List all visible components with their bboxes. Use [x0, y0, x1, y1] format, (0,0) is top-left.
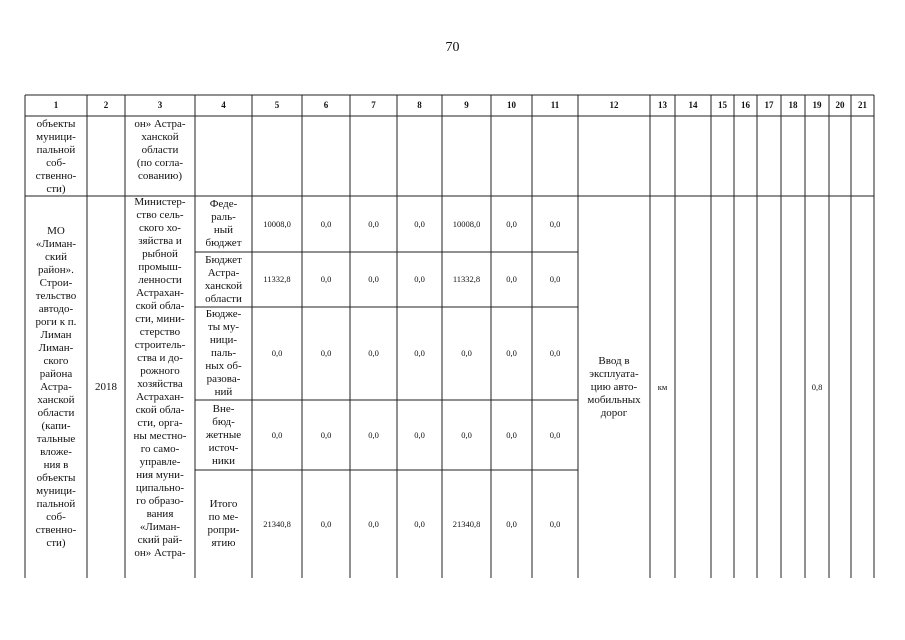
row1-object: объекты муници- пальной соб- ственно- сти) [35, 118, 77, 195]
source-4-v9: 21340,8 [452, 518, 481, 529]
header-col-8: 8 [417, 100, 422, 110]
row2-unit: км [657, 381, 668, 392]
header-col-4: 4 [221, 100, 226, 110]
header-col-7: 7 [371, 100, 376, 110]
source-0-v10: 0,0 [506, 218, 517, 229]
source-3-v11: 0,0 [549, 429, 561, 440]
source-0-v9: 10008,0 [452, 218, 481, 229]
source-0-v8: 0,0 [414, 218, 425, 229]
source-3-v7: 0,0 [368, 429, 379, 440]
source-name-2: Бюдже- ты му- ници- паль- ных об- разова- ний [205, 308, 242, 398]
source-2-v6: 0,0 [320, 348, 332, 358]
source-name-4: Итого по ме- ропри- ятию [207, 498, 240, 549]
row2-year: 2018 [95, 380, 117, 393]
source-1-v6: 0,0 [320, 274, 332, 284]
header-col-19: 19 [812, 100, 822, 110]
header-col-10: 10 [507, 100, 516, 110]
source-1-v8: 0,0 [414, 274, 425, 284]
source-0-v6: 0,0 [320, 218, 332, 229]
header-col-20: 20 [835, 100, 845, 110]
source-1-v9: 11332,8 [452, 274, 481, 284]
source-4-v7: 0,0 [368, 518, 379, 529]
source-1-v7: 0,0 [368, 274, 379, 284]
source-2-v7: 0,0 [368, 348, 379, 358]
row2-value-col19: 0,8 [811, 381, 823, 392]
row2-indicator: Ввод в эксплуата- цию авто- мобильных дорог [587, 354, 641, 419]
header-col-9: 9 [464, 100, 469, 110]
header-col-13: 13 [658, 100, 667, 110]
header-col-6: 6 [323, 100, 329, 110]
source-3-v8: 0,0 [414, 429, 425, 440]
header-col-3: 3 [157, 100, 163, 110]
header-col-18: 18 [788, 100, 798, 110]
row2-object: МО «Лиман- ский район». Строи- тельство автодо- роги к п. Лиман Лиман- ского района Астра- ханской области (капи- тальные вложе- ния в объекты муници- пальной соб- ственно- сти) [35, 224, 77, 549]
source-3-v10: 0,0 [506, 429, 517, 440]
header-col-12: 12 [609, 100, 619, 110]
source-2-v5: 0,0 [271, 348, 283, 358]
source-name-0: Феде- раль- ный бюджет [205, 198, 242, 249]
source-2-v10: 0,0 [506, 348, 517, 358]
source-name-1: Бюджет Астра- ханской области [204, 253, 243, 305]
header-col-5: 5 [274, 100, 280, 110]
source-0-v7: 0,0 [368, 218, 379, 229]
header-col-14: 14 [688, 100, 698, 110]
source-2-v11: 0,0 [549, 348, 561, 358]
source-4-v5: 21340,8 [263, 518, 291, 529]
source-4-v8: 0,0 [414, 518, 425, 529]
source-3-v5: 0,0 [271, 429, 283, 440]
source-4-v6: 0,0 [320, 518, 332, 529]
header-col-17: 17 [764, 100, 774, 110]
header-col-2: 2 [103, 100, 109, 110]
source-3-v9: 0,0 [461, 429, 472, 440]
source-2-v9: 0,0 [461, 348, 472, 358]
source-name-3: Вне- бюд- жетные источ- ники [205, 402, 242, 467]
header-col-21: 21 [858, 100, 867, 110]
header-col-1: 1 [53, 100, 59, 110]
row2-executor: Министер- ство сель- ского хо- зяйства и рыбной промыш- ленности Астрахан- ской обла- сти, мини- стерство строитель- ства и до- рожного хозяйства Астрахан- ской обла- сти, орга- ны местно- го само- управле- ния муни- ципально- го образо- вания «Лиман- ский рай- он» Астра- [133, 196, 187, 559]
source-2-v8: 0,0 [414, 348, 425, 358]
source-1-v10: 0,0 [506, 274, 517, 284]
source-1-v11: 0,0 [549, 274, 561, 284]
source-1-v5: 11332,8 [263, 274, 291, 284]
source-4-v11: 0,0 [549, 518, 561, 529]
header-col-11: 11 [550, 100, 560, 110]
source-3-v6: 0,0 [320, 429, 332, 440]
source-0-v11: 0,0 [549, 218, 561, 229]
header-col-15: 15 [718, 100, 727, 110]
header-col-16: 16 [741, 100, 750, 110]
row1-executor: он» Астра- ханской области (по согла- сованию) [134, 118, 186, 182]
page-number: 70 [445, 40, 460, 55]
source-0-v5: 10008,0 [263, 218, 291, 229]
source-4-v10: 0,0 [506, 518, 517, 529]
